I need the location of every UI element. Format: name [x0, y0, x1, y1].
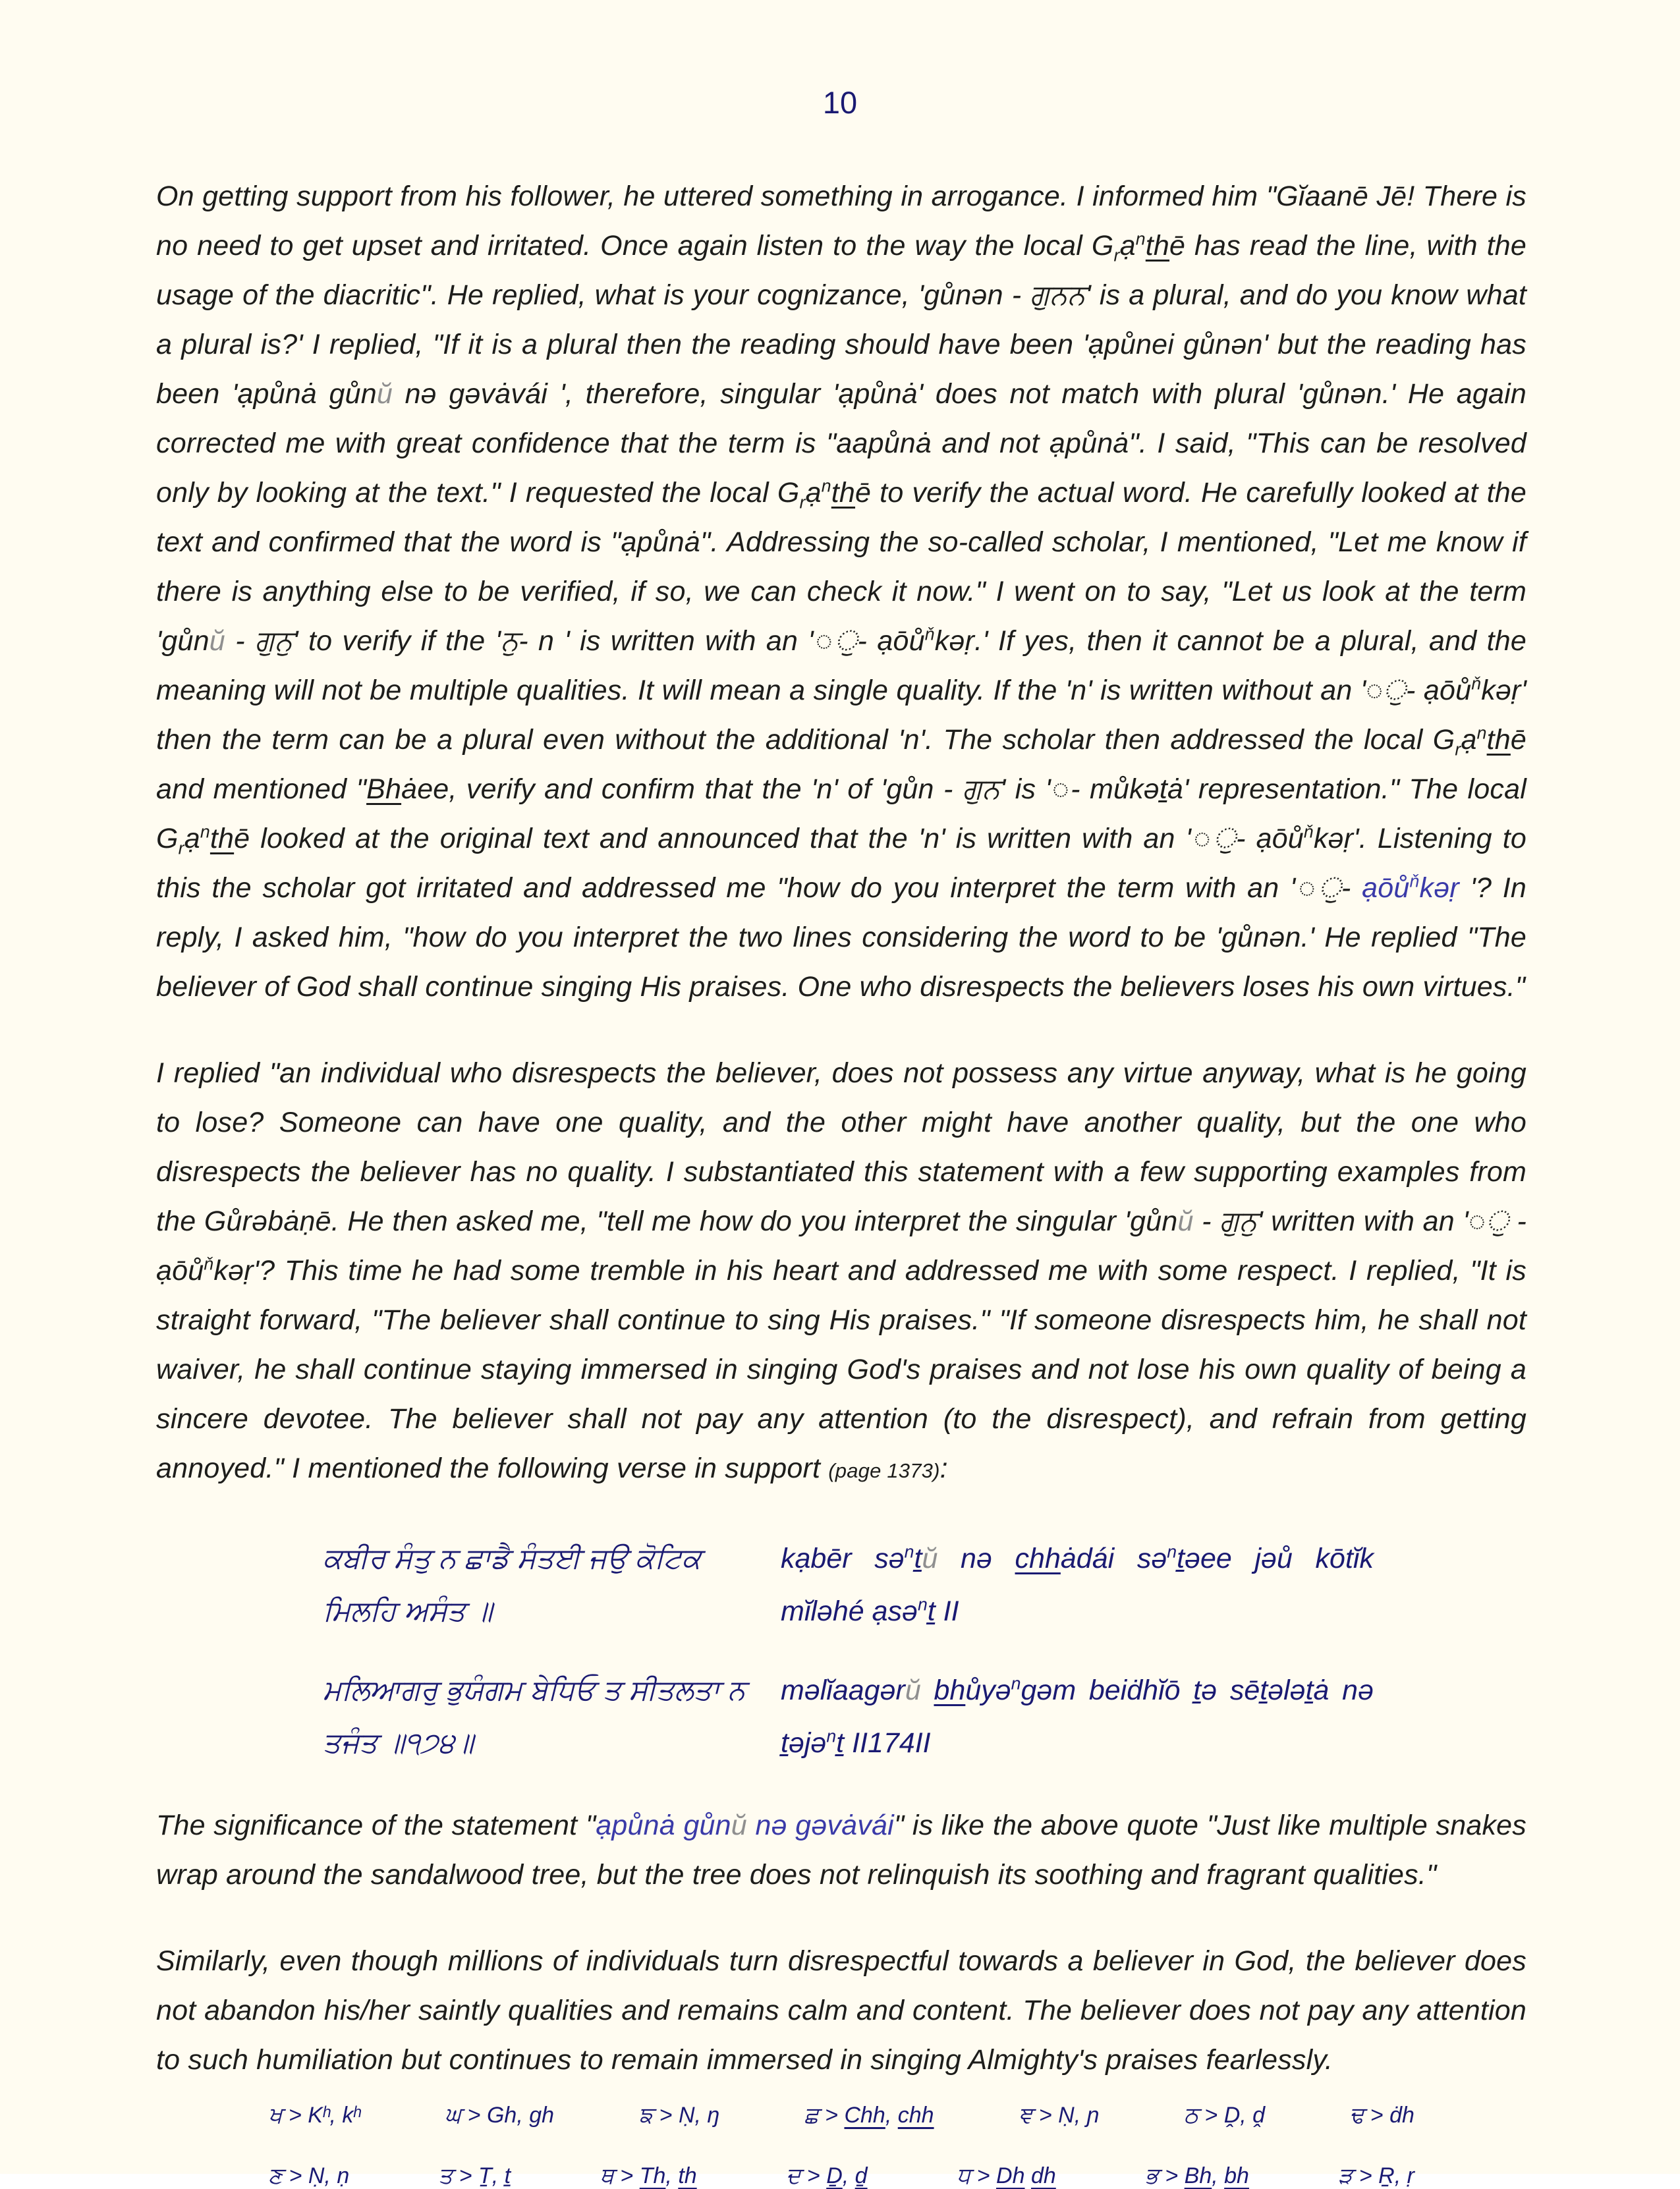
key-item: ੜ > Ṟ, ṛ [1338, 2163, 1414, 2188]
key-item: ਛ > Chh, chh [804, 2103, 934, 2128]
key-item: ਠ > Ḓ, ḓ [1183, 2103, 1266, 2128]
gurmukhi-line-2: ਮਲਿਆਗਰੁ ਭੁਯੰਗਮ ਬੇਧਿਓ ਤ ਸੀਤਲਤਾ ਨ ਤਜੰਤ ॥੧੭੪॥ [323, 1675, 746, 1759]
key-item: ਢ > ḋh [1349, 2103, 1414, 2128]
page-content [156, 172, 1526, 2189]
key-item: ਭ > Bh, bh [1145, 2163, 1249, 2188]
key-item: ਣ > Ṇ, ṇ [268, 2163, 350, 2188]
verse-stanza-1 [323, 1532, 1526, 1638]
key-item: ਧ > Dh dh [956, 2163, 1056, 2188]
gurmukhi-line-1: ਕਬੀਰ ਸੰਤੁ ਨ ਛਾਡੈ ਸੰਤਈ ਜਉ ਕੋਟਿਕ ਮਿਲਹਿ ਅਸੰਤ ॥ [323, 1543, 702, 1627]
paragraph-4: Similarly, even though millions of individuals turn disrespectful towards a believer in God, the believer does not abandon his/her saintly qualities and remains calm and content. The believer does not pay any attention to such humiliation but continues to remain immersed in singing Almighty's praises fearlessly. [156, 1945, 1526, 2076]
transliteration-line-1: kạbēr sə$^n$ṯŭ nə chhȧdái sə$^n$ṯəee jəů kōtĭk mĭləhé ạsə$^n$ṯ II [781, 1541, 1374, 1627]
key-item: ਖ > Kʰ, kʰ [268, 2103, 360, 2128]
translit-key-table [268, 2102, 1414, 2189]
key-item: ਤ > Ṯ, ṯ [438, 2163, 511, 2188]
key-item: ਙ > Ṇ, ŋ [638, 2103, 720, 2128]
paragraph-3: The significance of the statement "ạpůnȧ gůnŭ nə gəvȧvái" is like the above quote "Just like multiple snakes wrap around the sandalwood tree, but the tree does not relinquish its soothing and fragrant qualities." [156, 1810, 1526, 1891]
page-number: 10 [822, 85, 858, 120]
paragraph-2: I replied "an individual who disrespects the believer, does not possess any virtue anyway, what is he going to lose? Someone can have one quality, and the other might have another quality, but the one who disrespects the believer has no quality. I substantiated this statement with a few supporting examples from the Gůrəbȧṇē. He then asked me, "tell me how do you interpret the singular 'gůnŭ - ਗੁਨੁ' written with an '◌ੁ - ạōů$^ň$kəṛ'? This time he had some tremble in his heart and addressed me with some respect. I replied, "It is straight forward, "The believer shall continue to sing His praises." "If someone disrespects him, he shall not waiver, he shall continue staying immersed in singing God's praises and not lose his own quality of being a sincere devotee. The believer shall not pay any attention (to the disrespect), and refrain from getting annoyed." I mentioned the following verse in support (page 1373): [156, 1057, 1526, 1484]
key-item: ਘ > Gh, gh [444, 2103, 555, 2128]
verse-stanza-2 [323, 1664, 1526, 1769]
verse-block [323, 1532, 1526, 1769]
key-row-1 [268, 2102, 1414, 2128]
key-item: ਦ > Ḏ, ḏ [785, 2163, 868, 2188]
paragraph-1: On getting support from his follower, he uttered something in arrogance. I informed him "Gĭaanē Jē! There is no need to get upset and irritated. Once again listen to the way the local $G_rạ^nthē$ has read the line, with the usage of the diacritic". He replied, what is your cognizance, 'gůnən - ਗੁਨਨ' is a plural, and do you know what a plural is?' I replied, "If it is a plural then the reading should have been 'ạpůnei gůnən' but the reading has been 'ạpůnȧ gůnŭ nə gəvȧvái ', therefore, singular 'ạpůnȧ' does not match with plural 'gůnən.' He again corrected me with great confidence that the term is "aapůnȧ and not ạpůnȧ". I said, "This can be resolved only by looking at the text." I requested the local $G_rạ^nthē$ to verify the actual word. He carefully looked at the text and confirmed that the word is "ạpůnȧ". Addressing the so-called scholar, I mentioned, "Let me know if there is anything else to be verified, if so, we can check it now." I went on to say, "Let us look at the term 'gůnŭ - ਗੁਨੁ' to verify if the 'ਨੁ- n ' is written with an '◌ੁ- ạōů$^ň$kəṛ.' If yes, then it cannot be a plural, and the meaning will not be multiple qualities. It will mean a single quality. If the 'n' is written without an '◌ੁ- ạōů$^ň$kəṛ' then the term can be a plural even without the additional 'n'. The scholar then addressed the local $G_rạ^nthē$ and mentioned "Bhȧee, verify and confirm that the 'n' of 'gůn - ਗੁਨ' is '◌- můkəṯȧ' representation." The local $G_rạ^nthē$ looked at the original text and announced that the 'n' is written with an '◌ੁ- ạōů$^ň$kəṛ'. Listening to this the scholar got irritated and addressed me "how do you interpret the term with an '◌ੁ- ạōů$^ň$kəṛ '? In reply, I asked him, "how do you interpret the two lines considering the word to be 'gůnən.' He replied "The believer of God shall continue singing His praises. One who disrespects the believers loses his own virtues." [156, 180, 1527, 1003]
transliteration-line-2: məlĭaagərŭ bhůyə$^n$gəm beiḋhĭō ṯə sēṯələṯȧ nə ṯəjə$^n$ṯ II174II [781, 1673, 1374, 1759]
key-row-2 [268, 2163, 1414, 2189]
key-item: ਥ > Th, th [600, 2163, 697, 2188]
key-item: ਞ > Ṇ, ɲ [1018, 2103, 1100, 2128]
